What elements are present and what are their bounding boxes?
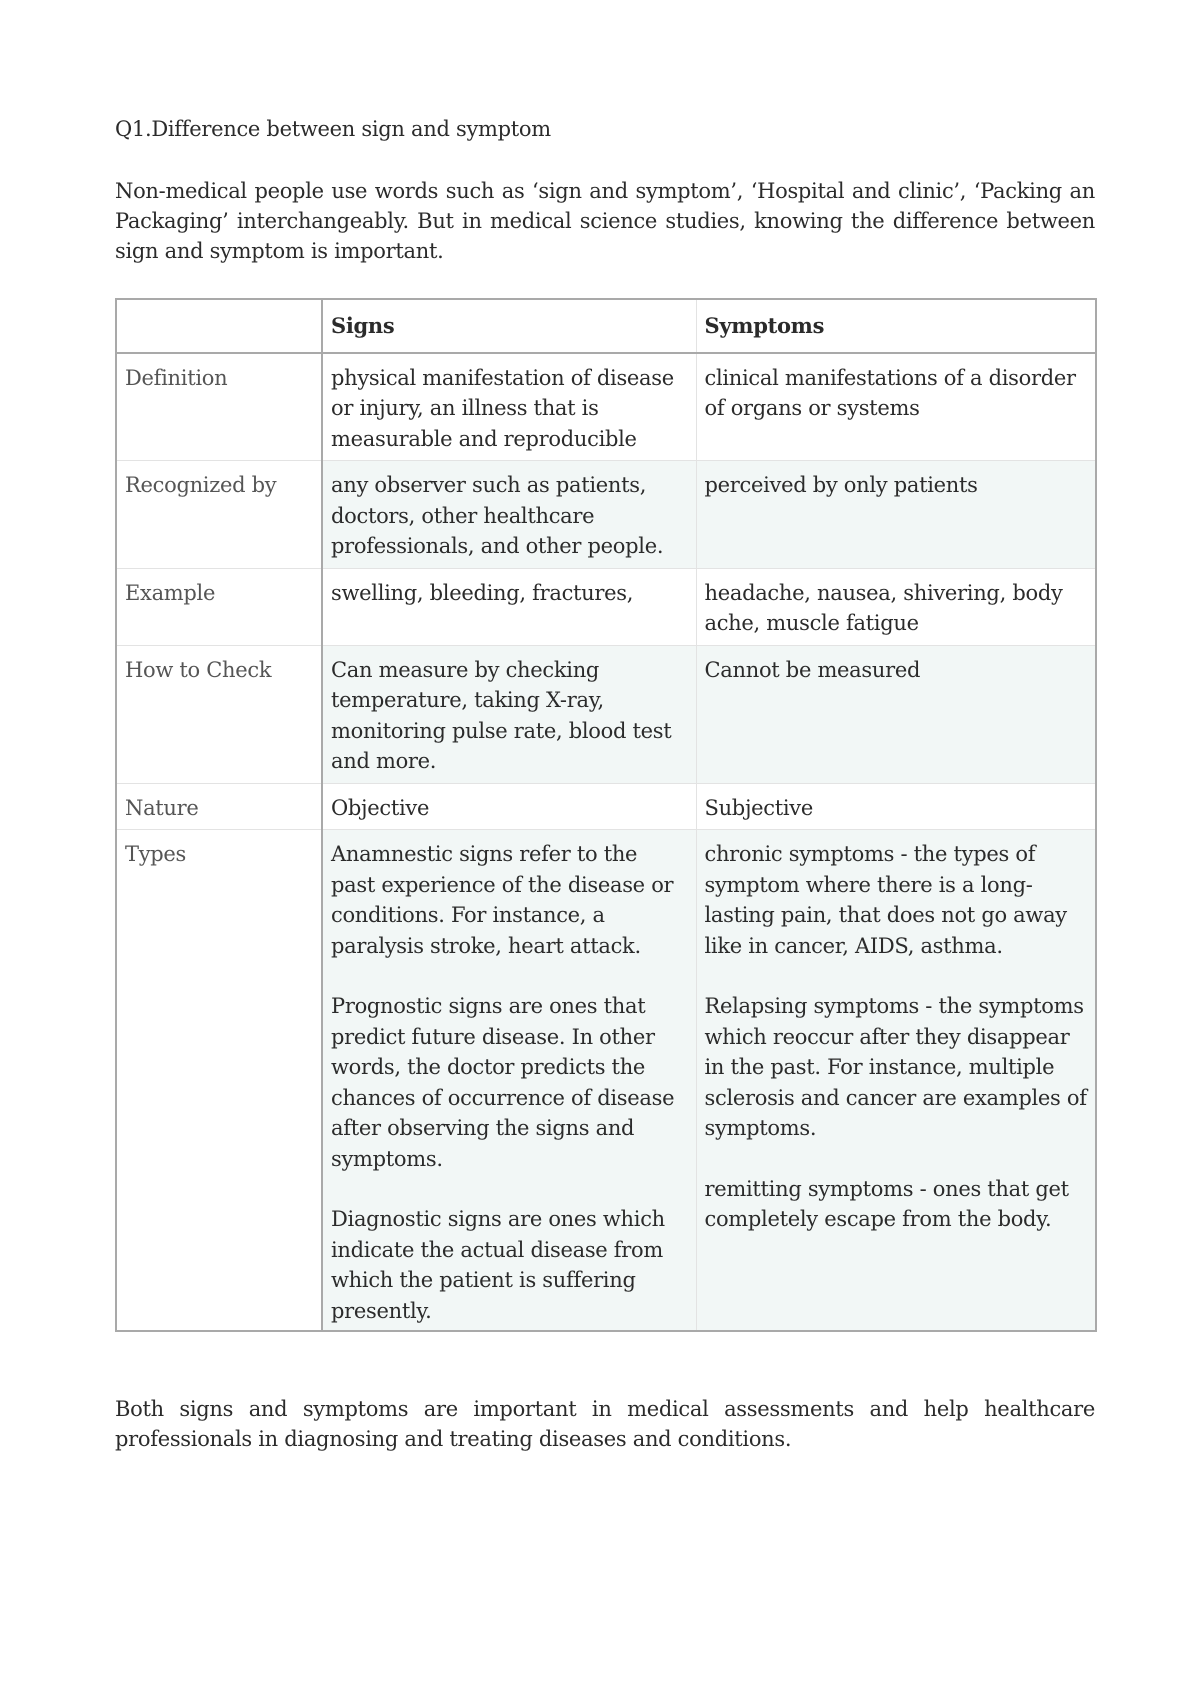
- chronic-symptoms-paragraph: chronic symptoms - the types of symptom where there is a long-lasting pain, that does not go away like in cancer, AIDS, asthma.: [704, 842, 1067, 958]
- row-label: How to Check: [116, 645, 322, 783]
- row-label: Definition: [116, 353, 322, 461]
- question-title: Q1.Difference between sign and symptom: [115, 117, 551, 141]
- table-row-how-to-check: [116, 645, 1096, 783]
- symptoms-cell: Cannot be measured: [696, 645, 1096, 783]
- table-row-example: [116, 568, 1096, 645]
- signs-cell: swelling, bleeding, fractures,: [322, 568, 696, 645]
- signs-cell: any observer such as patients, doctors, other healthcare professionals, and other people.: [322, 461, 696, 569]
- anamnestic-signs-paragraph: Anamnestic signs refer to the past experience of the disease or conditions. For instance, a paralysis stroke, heart attack.: [331, 842, 674, 958]
- prognostic-signs-paragraph: Prognostic signs are ones that predict future disease. In other words, the doctor predicts the chances of occurrence of disease after observing the signs and symptoms.: [331, 994, 675, 1171]
- table-row-recognized-by: [116, 461, 1096, 569]
- symptoms-cell: clinical manifestations of a disorder of organs or systems: [696, 353, 1096, 461]
- intro-paragraph: Non-medical people use words such as ‘sign and symptom’, ‘Hospital and clinic’, ‘Packing an Packaging’ interchangeably. But in medical science studies, knowing the difference between sign and symptom is important.: [115, 179, 1095, 263]
- remitting-symptoms-paragraph: remitting symptoms - ones that get completely escape from the body.: [704, 1176, 1069, 1231]
- conclusion-paragraph: Both signs and symptoms are important in medical assessments and help healthcare professionals in diagnosing and treating diseases and conditions.: [115, 1397, 1095, 1451]
- signs-types-cell: [322, 830, 696, 1332]
- header-signs: Signs: [322, 299, 696, 353]
- row-label: Types: [116, 830, 322, 1332]
- header-symptoms: Symptoms: [696, 299, 1096, 353]
- signs-cell: physical manifestation of disease or injury, an illness that is measurable and reproducible: [322, 353, 696, 461]
- row-label: Nature: [116, 783, 322, 830]
- relapsing-symptoms-paragraph: Relapsing symptoms - the symptoms which reoccur after they disappear in the past. For instance, multiple sclerosis and cancer are examples of symptoms.: [704, 994, 1087, 1140]
- table-row-types: [116, 830, 1096, 1332]
- symptoms-cell: perceived by only patients: [696, 461, 1096, 569]
- symptoms-types-cell: [696, 830, 1096, 1332]
- signs-cell: Objective: [322, 783, 696, 830]
- header-empty-cell: [116, 299, 322, 353]
- table-header-row: [116, 299, 1096, 353]
- table-row-nature: [116, 783, 1096, 830]
- diagnostic-signs-paragraph: Diagnostic signs are ones which indicate the actual disease from which the patient is suffering presently.: [331, 1207, 665, 1323]
- row-label: Recognized by: [116, 461, 322, 569]
- table-row-definition: [116, 353, 1096, 461]
- signs-cell: Can measure by checking temperature, taking X-ray, monitoring pulse rate, blood test and more.: [322, 645, 696, 783]
- symptoms-cell: headache, nausea, shivering, body ache, muscle fatigue: [696, 568, 1096, 645]
- row-label: Example: [116, 568, 322, 645]
- sign-vs-symptom-table: [115, 298, 1097, 1332]
- symptoms-cell: Subjective: [696, 783, 1096, 830]
- comparison-table-wrapper: [115, 298, 1095, 1332]
